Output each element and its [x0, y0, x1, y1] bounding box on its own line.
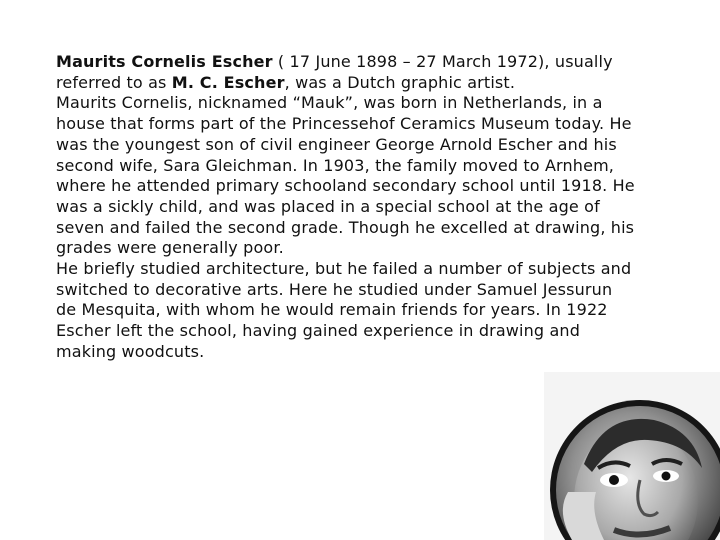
early-life-paragraph: Maurits Cornelis, nicknamed “Mauk”, was born in Netherlands, in a house that forms part of the Princessehof Ceramics Museum today. He was the youngest son of civil engineer George Arnold Escher and his second wife, Sara Gleichman. In 1903, the family moved to Arnhem, where he attended primary schooland secondary school until 1918. He was a sickly child, and was placed in a special school at the age of seven and failed the second grade. Though he excelled at drawing, his grades were generally poor. — [56, 93, 635, 258]
biography-text — [56, 52, 636, 363]
intro-paragraph — [56, 52, 636, 93]
birth-death-text: ( 17 June 1898 – 27 March 1972), usually referred to as — [56, 52, 613, 92]
escher-portrait-image — [544, 372, 720, 540]
right-eye-pupil — [662, 472, 671, 481]
education-paragraph: He briefly studied architecture, but he failed a number of subjects and switched to decorative arts. Here he studied under Samuel Jessurun de Mesquita, with whom he would remain friends for years. In 1922 Escher left the school, having gained experience in drawing and making woodcuts. — [56, 259, 632, 361]
left-eye-pupil — [609, 475, 619, 485]
portrait-drawing — [544, 372, 720, 540]
full-name: Maurits Cornelis Escher — [56, 52, 273, 71]
intro-ending: , was a Dutch graphic artist. — [284, 72, 516, 92]
short-name: M. C. Escher — [171, 72, 285, 92]
